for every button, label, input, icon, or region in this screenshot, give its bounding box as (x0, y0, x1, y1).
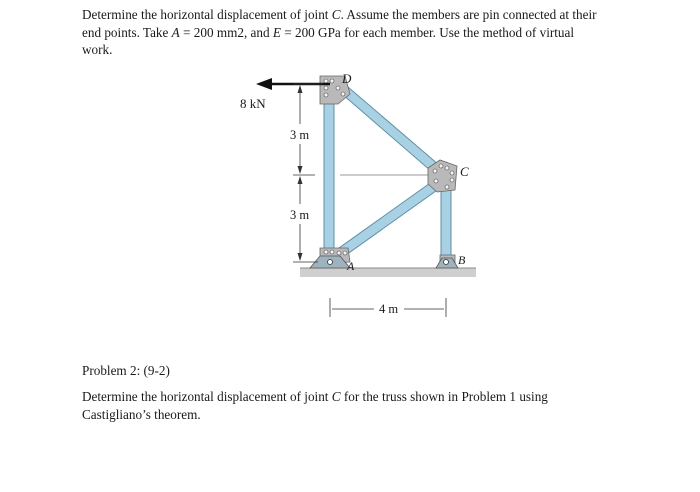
load-arrowhead (256, 78, 272, 90)
area-symbol: A (171, 24, 180, 40)
member-dc (334, 81, 446, 178)
joint-label-b: B (458, 253, 466, 267)
problem-2-sentence-start: Determine the horizontal displacement of joint (82, 389, 332, 404)
modulus-symbol: E (272, 24, 281, 40)
load-label: 8 kN (240, 96, 266, 111)
vertical-dimension (293, 84, 323, 262)
problem-2-sentence-end: for the truss shown in Problem 1 using Castigliano’s theorem. (82, 389, 548, 422)
joint-label-c: C (460, 164, 469, 179)
problem-1-sentence-start: Determine the horizontal displacement of joint (82, 7, 332, 22)
modulus-value: = 200 GPa for each member. Use the method of virtual work. (82, 24, 575, 57)
dimension-label-width: 4 m (379, 302, 399, 316)
dimension-label-upper: 3 m (290, 128, 310, 142)
joint-c-symbol: C (331, 7, 341, 22)
joint-label-a: A (347, 259, 355, 273)
pin-a (328, 260, 333, 265)
member-ad (324, 88, 334, 262)
dim-arrowhead (298, 253, 303, 261)
problem-1-sentence-mid: . Assume the members are pin connected at their end points. Take (82, 7, 597, 40)
member-ac (332, 176, 447, 260)
dim-arrowhead (298, 85, 303, 93)
problem-2-text (82, 388, 582, 423)
problem-2-title: Problem 2: (9-2) (82, 363, 170, 378)
dimension-label-lower: 3 m (290, 208, 310, 222)
problem-2-joint-symbol: C (331, 389, 341, 404)
dim-arrowhead (298, 176, 303, 184)
joint-label-d: D (342, 71, 352, 86)
pin-b (444, 260, 449, 265)
area-value: = 200 mm2, and (179, 24, 273, 40)
ground-hatch (300, 268, 476, 277)
dim-arrowhead (298, 166, 303, 174)
